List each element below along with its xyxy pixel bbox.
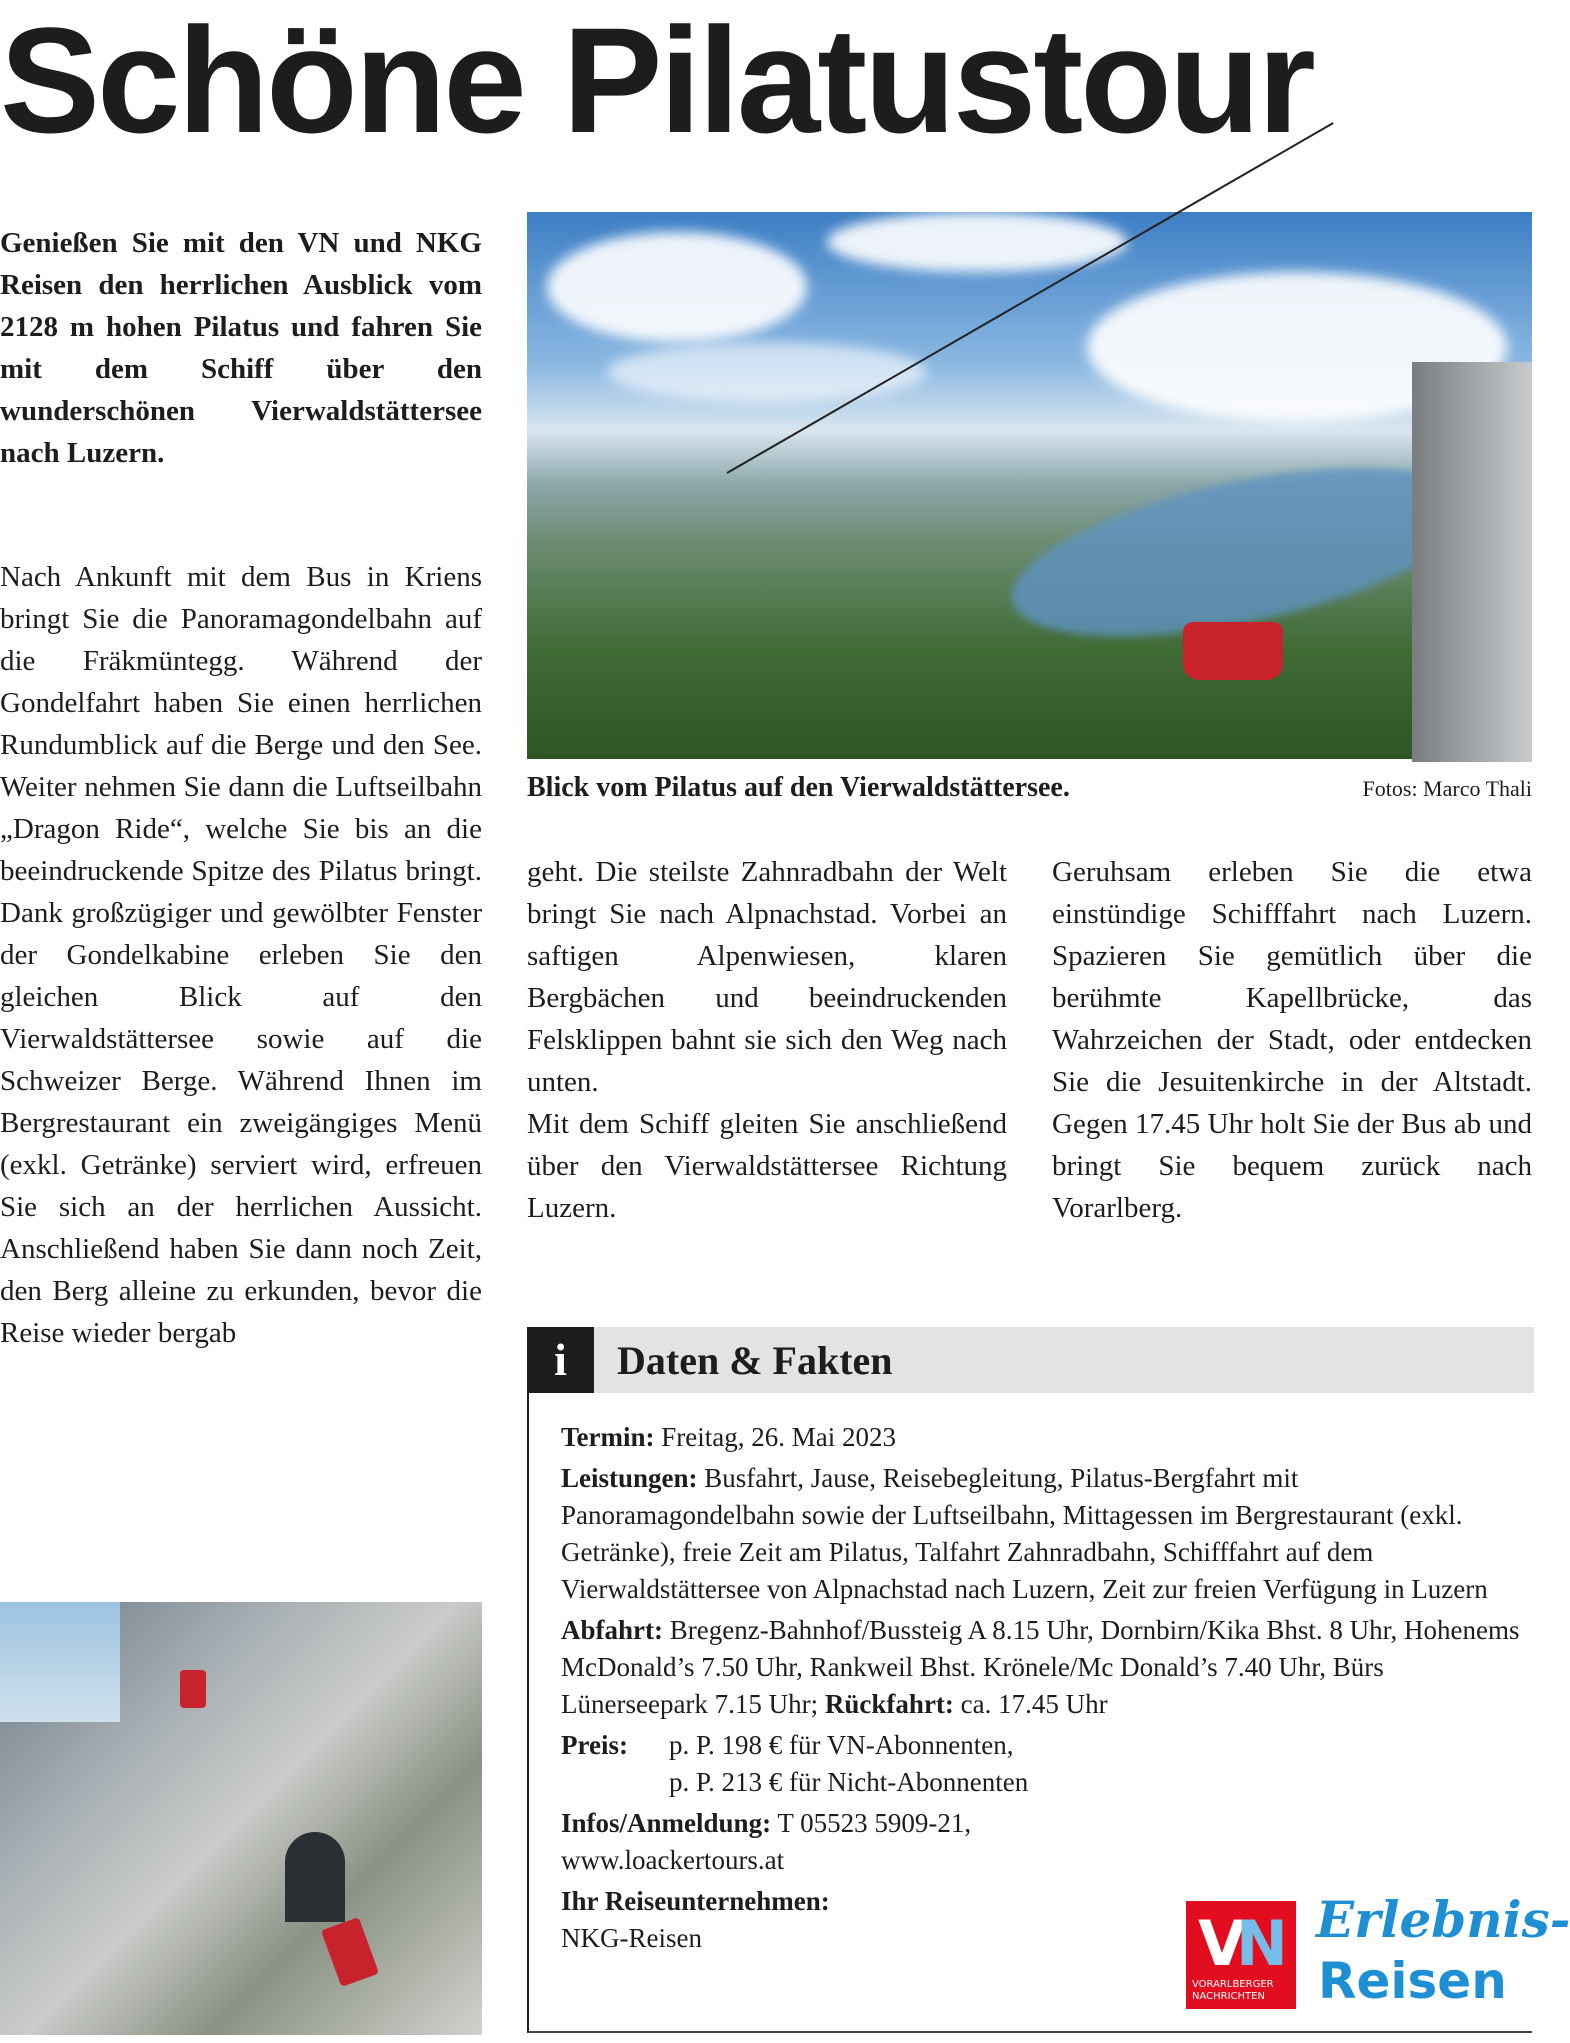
leistungen-label: Leistungen: (561, 1463, 698, 1493)
price-vn: p. P. 198 € für VN-Abonnenten, (669, 1730, 1014, 1760)
article-title: Schöne Pilatustour (0, 0, 1313, 164)
rueckfahrt-value: ca. 17.45 Uhr (960, 1689, 1108, 1719)
photo-caption: Blick vom Pilatus auf den Vierwaldstättersee. (527, 772, 1070, 803)
abfahrt-value: Bregenz-Bahnhof/Bussteig A 8.15 Uhr, Dornbirn/Kika Bhst. 8 Uhr, Hohenems McDonald’s 7.50 Uhr, Rankweil Bhst. Krönele/Mc Donald’s 7.40 Uhr, Bürs Lünerseepark 7.15 Uhr; (561, 1615, 1520, 1719)
unternehmen-label: Ihr Reiseunternehmen: (561, 1886, 830, 1916)
logo-letter-v: V (1198, 1907, 1246, 1980)
pilatus-panorama-photo (527, 212, 1532, 759)
leistungen-value: Busfahrt, Jause, Reisebegleitung, Pilatus-Bergfahrt mit Panoramagondelbahn sowie der Luftseilbahn, Mittagessen im Bergrestaurant (exkl. Getränke), freie Zeit am Pilatus, Talfahrt Zahnradbahn, Schifffahrt auf dem Vierwaldstättersee von Alpnachstad nach Luzern, Zeit zur freien Verfügung in Luzern (561, 1463, 1488, 1604)
body-column-1: Nach Ankunft mit dem Bus in Kriens bringt Sie die Panoramagondelbahn auf die Fräkmüntegg. Während der Gondelfahrt haben Sie einen herrlichen Rundumblick auf die Berge und den See. Weiter nehmen Sie dann die Luftseilbahn „Dragon Ride“, welche Sie bis an die beeindruckende Spitze des Pilatus bringt. Dank großzügiger und gewölbter Fenster der Gondelkabine erleben Sie den gleichen Blick auf den Vierwaldstättersee sowie auf die Schweizer Berge. Während Ihnen im Bergrestaurant ein zweigängiges Menü (exkl. Getränke) serviert wird, erfreuen Sie sich an der herrlichen Aussicht. Anschließend haben Sie dann noch Zeit, den Berg alleine zu erkunden, bevor die Reise wieder bergab (0, 561, 482, 1349)
facts-header (529, 1327, 1534, 1393)
erlebnis-logo-text: Erlebnis- (1316, 1890, 1570, 1949)
cogwheel-railway-photo (0, 1602, 482, 2035)
body-column-2 (527, 851, 1007, 1229)
article-lead: Genießen Sie mit den VN und NKG Reisen den herrlichen Ausblick vom 2128 m hohen Pilatus und fahren Sie mit dem Schiff über den wunderschönen Vierwaldstättersee nach Luzern. (0, 227, 482, 469)
body-paragraph: geht. Die steilste Zahnradbahn der Welt bringt Sie nach Alpnachstad. Vorbei an saftigen Alpenwiesen, klaren Bergbächen und beeindruckenden Felsklippen bahnt sie sich den Weg nach unten. (527, 856, 1007, 1098)
price-non-subscriber: p. P. 213 € für Nicht-Abonnenten (669, 1767, 1029, 1797)
logo-subtitle: VORARLBERGER NACHRICHTEN (1192, 1979, 1274, 2002)
facts-content (561, 1419, 1521, 1961)
logo-letter-n: N (1236, 1907, 1288, 1980)
info-icon: i (527, 1327, 594, 1393)
facts-heading: Daten & Fakten (617, 1338, 893, 1383)
price-block (561, 1727, 1521, 1801)
preis-label: Preis: (561, 1730, 628, 1760)
termin-label: Termin: (561, 1422, 655, 1452)
body-paragraph: Mit dem Schiff gleiten Sie anschließend über den Vierwaldstättersee Richtung Luzern. (527, 1108, 1007, 1224)
vn-logo (1186, 1901, 1296, 2009)
abfahrt-label: Abfahrt: (561, 1615, 663, 1645)
phone-number: T 05523 5909-21, (777, 1808, 972, 1838)
unternehmen-value: NKG-Reisen (561, 1923, 702, 1953)
website-link[interactable]: www.loackertours.at (561, 1845, 785, 1875)
termin-value: Freitag, 26. Mai 2023 (661, 1422, 896, 1452)
reisen-logo-text: Reisen (1318, 1952, 1507, 2010)
rueckfahrt-label: Rückfahrt: (824, 1689, 954, 1719)
photo-credit: Fotos: Marco Thali (1362, 776, 1532, 801)
body-column-3: Geruhsam erleben Sie die etwa einstündige Schifffahrt nach Luzern. Spazieren Sie gemütlich über die berühmte Kapellbrücke, das Wahrzeichen der Stadt, oder entdecken Sie die Jesuitenkirche in der Altstadt. Gegen 17.45 Uhr holt Sie der Bus ab und bringt Sie bequem zurück nach Vorarlberg. (1052, 856, 1532, 1224)
infos-label: Infos/Anmeldung: (561, 1808, 772, 1838)
gondola (1183, 622, 1283, 680)
